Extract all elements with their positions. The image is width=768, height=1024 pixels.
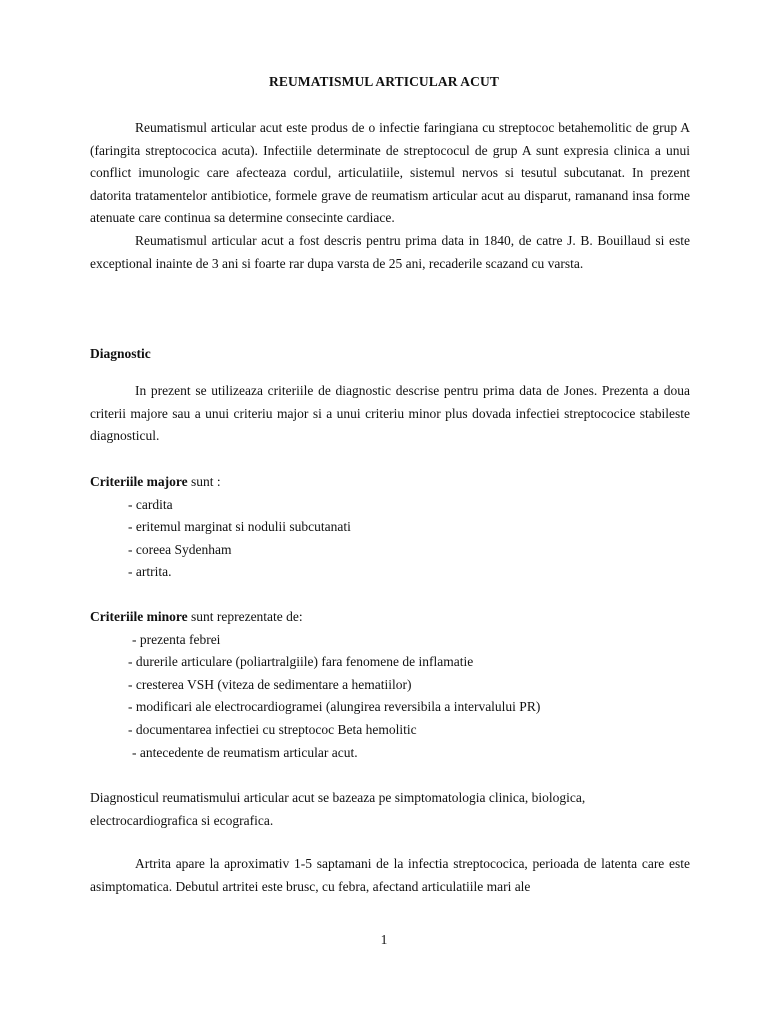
list-item: - prezenta febrei — [132, 631, 221, 647]
minor-criteria-label — [90, 606, 690, 629]
list-item: - modificari ale electrocardiogramei (alungirea reversibila a intervalului PR) — [128, 699, 541, 715]
page-number: 1 — [380, 932, 388, 947]
minor-criteria-section — [90, 606, 690, 764]
minor-criteria-list — [90, 629, 690, 765]
list-item: - cardita — [128, 496, 173, 512]
intro-paragraph-1: Reumatismul articular acut este produs de o infectie faringiana cu streptococ betahemolitic de grup A (faringita streptococica acuta). Infectiile determinate de streptococul de grup A sunt expresia clinica a unui conflict imunologic care afecteaza cordul, articulatiile, sistemul nervos si tesutul subcutanat. In prezent datorita tratamentelor antibiotice, formele grave de reumatism articular acut au disparut, ramanand insa forme atenuate care continua sa determine consecinte cardiace. — [90, 120, 690, 226]
major-criteria-label-bold: Criteriile majore — [90, 474, 188, 489]
intro-paragraph-2: Reumatismul articular acut a fost descris pentru prima data in 1840, de catre J. B. Bouillaud si este exceptional inainte de 3 ani si foarte rar dupa varsta de 25 ani, recaderile scazand cu varsta. — [90, 232, 690, 271]
list-item: - durerile articulare (poliartralgiile) fara fenomene de inflamatie — [128, 654, 474, 670]
diagnostic-heading: Diagnostic — [90, 346, 151, 361]
minor-criteria-label-rest: sunt reprezentate de: — [187, 609, 303, 624]
major-criteria-list — [90, 494, 690, 584]
major-criteria-label-rest: sunt : — [187, 474, 221, 489]
intro-section — [90, 117, 690, 275]
diagnostic-section — [90, 343, 690, 366]
list-item: - eritemul marginat si nodulii subcutanati — [128, 519, 351, 535]
arthritis-paragraph: Artrita apare la aproximativ 1-5 saptamani de la infectia streptococica, perioada de latenta care este asimptomatica. Debutul artritei este brusc, cu febra, afectand articulatiile mari ale — [90, 856, 690, 894]
major-criteria-label — [90, 471, 690, 494]
list-item: - antecedente de reumatism articular acut. — [132, 744, 358, 760]
diagnostic-text-section — [90, 380, 690, 448]
minor-criteria-label-bold: Criteriile minore — [90, 609, 188, 624]
diagnosis-basis-paragraph: Diagnosticul reumatismului articular acut se bazeaza pe simptomatologia clinica, biologica, electrocardiografica si ecografica. — [90, 790, 586, 828]
major-criteria-section — [90, 471, 690, 584]
list-item: - cresterea VSH (viteza de sedimentare a hematiilor) — [128, 676, 412, 692]
list-item: - coreea Sydenham — [128, 541, 232, 557]
diagnosis-basis-section — [90, 787, 690, 832]
arthritis-section — [90, 853, 690, 898]
list-item: - artrita. — [128, 564, 172, 580]
list-item: - documentarea infectiei cu streptococ Beta hemolitic — [128, 721, 417, 737]
document-title: REUMATISMUL ARTICULAR ACUT — [269, 74, 499, 89]
diagnostic-paragraph: In prezent se utilizeaza criteriile de diagnostic descrise pentru prima data de Jones. Prezenta a doua criterii majore sau a unui criteriu major si a unui criteriu minor plus dovada infectiei streptococice stabileste diagnosticul. — [90, 383, 690, 444]
